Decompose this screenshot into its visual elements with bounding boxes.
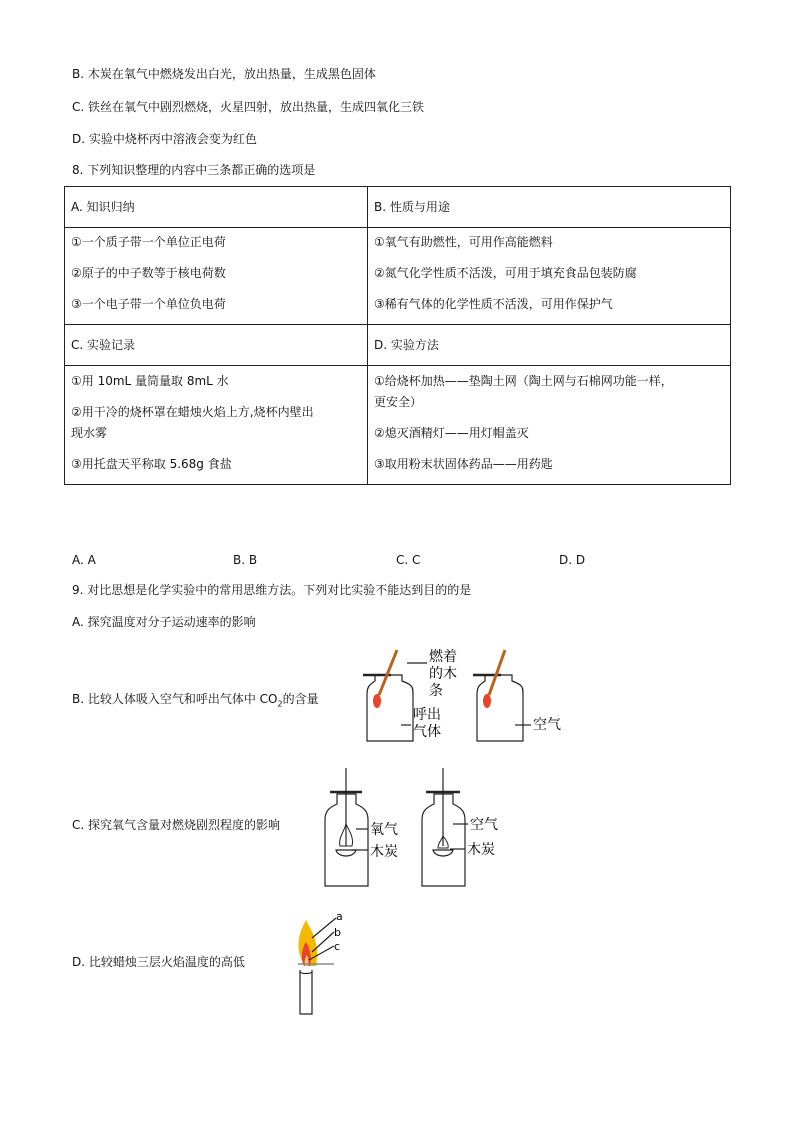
d-item-3: ③取用粉末状固体药品——用药匙 <box>374 457 553 471</box>
figure-breath-comparison <box>355 645 580 745</box>
c-item-3: ③用托盘天平称取 5.68g 食盐 <box>71 457 232 471</box>
label-stick: 的木 <box>429 666 457 682</box>
option-c-text: C. 铁丝在氧气中剧烈燃烧，火星四射，放出热量，生成四氧化三铁 <box>72 100 425 114</box>
cell-d-body <box>368 366 731 485</box>
b-item-1: ①氧气有助燃性，可用作高能燃料 <box>374 235 553 249</box>
flame-2-icon <box>483 694 491 708</box>
jar-exhaled <box>367 675 413 741</box>
label-air: 空气 <box>533 717 561 733</box>
label-air-c: 空气 <box>470 817 498 833</box>
c-item-2: ②用干冷的烧杯罩在蜡烛火焰上方,烧杯内壁出 <box>71 405 314 419</box>
label-c: c <box>334 940 341 953</box>
question-9-stem: 9. 对比思想是化学实验中的常用思维方法。下列对比实验不能达到目的的是 <box>72 583 472 597</box>
cell-b-head: B. 性质与用途 <box>368 187 731 228</box>
question-8-stem: 8. 下列知识整理的内容中三条都正确的选项是 <box>72 163 316 177</box>
b-item-2: ②氮气化学性质不活泼，可用于填充食品包装防腐 <box>374 266 637 280</box>
answer-option-d[interactable]: D. D <box>559 553 586 567</box>
cell-a-body <box>65 228 368 325</box>
label-exhaled-2: 气体 <box>413 724 441 740</box>
label-strip: 条 <box>429 683 443 699</box>
figure-oxygen-comparison <box>320 766 510 888</box>
jar-air <box>477 675 523 741</box>
d-item-1b: 更安全） <box>374 395 423 409</box>
q9-option-b-sub: 2 <box>277 699 283 709</box>
d-item-1: ①给烧杯加热——垫陶土网（陶土网与石棉网功能一样， <box>374 374 673 388</box>
c-item-2b: 现水雾 <box>71 426 108 440</box>
cell-c-head: C. 实验记录 <box>65 325 368 366</box>
candle-body <box>300 970 312 1014</box>
figure-candle-flame <box>290 908 360 1020</box>
a-item-1: ①一个质子带一个单位正电荷 <box>71 235 226 249</box>
q9-option-b <box>72 691 319 712</box>
q9-option-c: C. 探究氧气含量对燃烧剧烈程度的影响 <box>72 818 281 832</box>
leader-a <box>312 918 336 938</box>
label-burning: 燃着 <box>429 649 457 665</box>
candle-top <box>300 972 312 974</box>
option-d-text: D. 实验中烧杯丙中溶液会变为红色 <box>72 132 257 146</box>
cell-a-head: A. 知识归纳 <box>65 187 368 228</box>
cell-d-head: D. 实验方法 <box>368 325 731 366</box>
b-item-3: ③稀有气体的化学性质不活泼，可用作保护气 <box>374 297 613 311</box>
a-item-3: ③一个电子带一个单位负电荷 <box>71 297 226 311</box>
q9-option-a: A. 探究温度对分子运动速率的影响 <box>72 615 256 629</box>
answer-option-b[interactable]: B. B <box>233 553 258 567</box>
a-item-2: ②原子的中子数等于核电荷数 <box>71 266 226 280</box>
flame-1-icon <box>373 694 381 708</box>
label-b: b <box>334 926 341 939</box>
burning-stick-1 <box>379 650 397 695</box>
option-b-text: B. 木炭在氧气中燃烧发出白光，放出热量，生成黑色固体 <box>72 67 376 81</box>
label-charcoal-2: 木炭 <box>467 842 495 858</box>
cell-b-body <box>368 228 731 325</box>
spoon-2 <box>433 850 453 856</box>
q9-option-d: D. 比较蜡烛三层火焰温度的高低 <box>72 955 245 969</box>
burning-stick-2 <box>489 650 505 695</box>
knowledge-table <box>64 186 731 485</box>
label-a: a <box>336 910 343 923</box>
answer-option-a[interactable]: A. A <box>72 553 96 567</box>
label-oxygen: 氧气 <box>370 822 398 838</box>
label-exhaled-1: 呼出 <box>413 707 441 723</box>
q9-option-b-post: 的含量 <box>282 692 319 706</box>
d-item-2: ②熄灭酒精灯——用灯帽盖灭 <box>374 426 529 440</box>
q9-option-b-pre: B. 比较人体吸入空气和呼出气体中 CO <box>72 692 278 706</box>
label-charcoal-1: 木炭 <box>370 844 398 860</box>
c-item-1: ①用 10mL 量筒量取 8mL 水 <box>71 374 229 388</box>
cell-c-body <box>65 366 368 485</box>
spoon-1 <box>336 850 356 856</box>
answer-option-c[interactable]: C. C <box>396 553 421 567</box>
